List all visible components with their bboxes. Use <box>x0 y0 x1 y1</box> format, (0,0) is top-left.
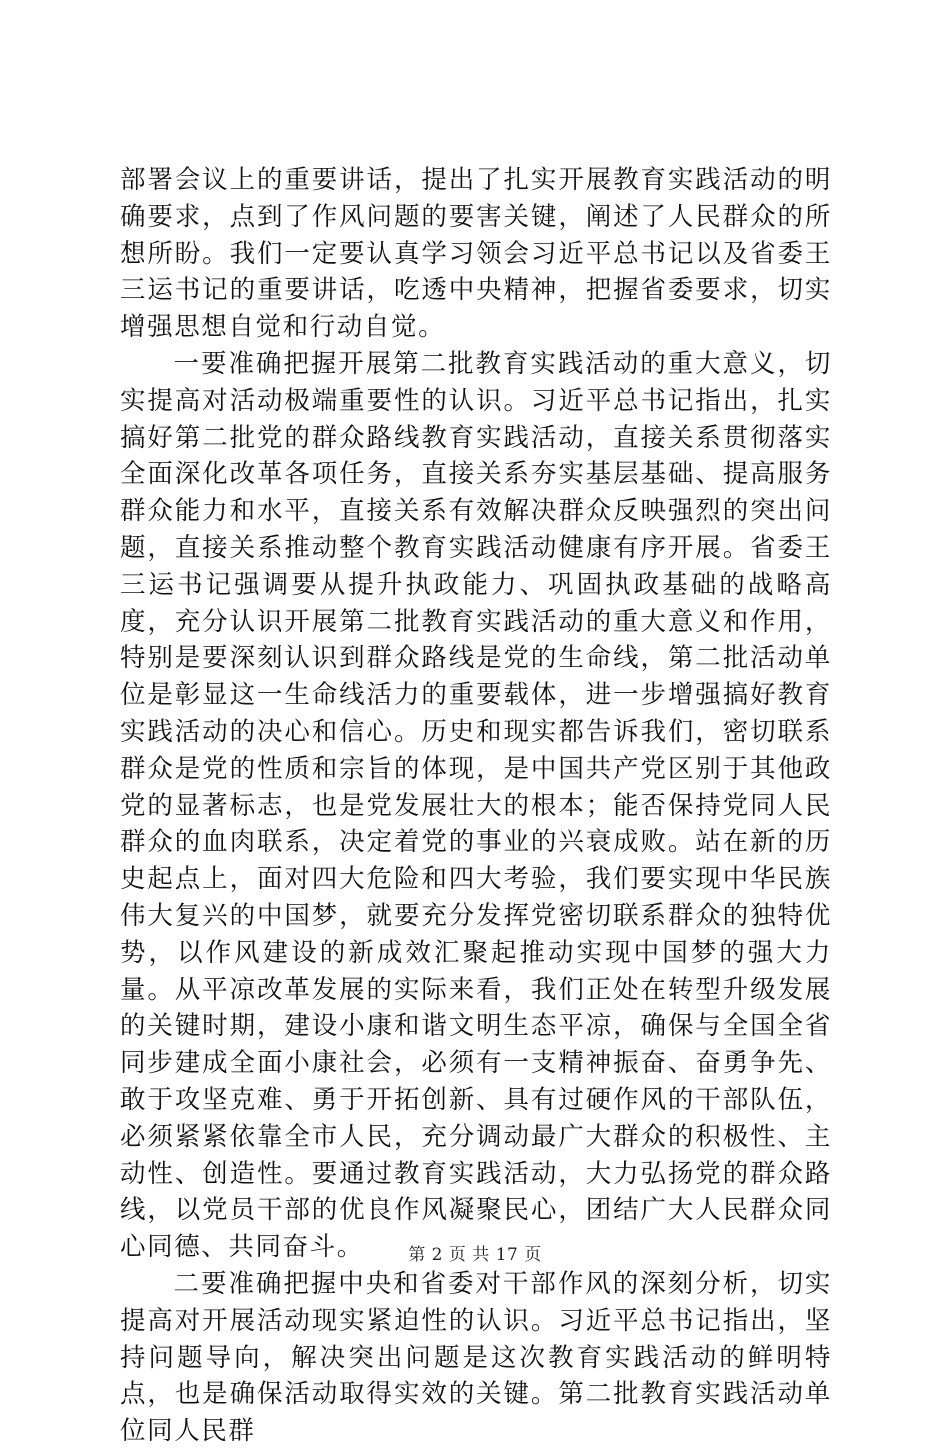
paragraph-point-two: 二要准确把握中央和省委对干部作风的深刻分析，切实提高对开展活动现实紧迫性的认识。习近平总书记指出，坚持问题导向，解决突出问题是这次教育实践活动的鲜明特点，也是确保活动取得实效的关键。第二批教育实践活动单位同人民群 <box>120 1268 832 1447</box>
paragraph-continued: 部署会议上的重要讲话，提出了扎实开展教育实践活动的明确要求，点到了作风问题的要害关键，阐述了人民群众的所想所盼。我们一定要认真学习领会习近平总书记以及省委王三运书记的重要讲话，吃透中央精神，把握省委要求，切实增强思想自觉和行动自觉。 <box>120 165 832 343</box>
page-footer: 第 2 页 共 17 页 <box>408 1245 542 1265</box>
paragraph-point-one: 一要准确把握开展第二批教育实践活动的重大意义，切实提高对活动极端重要性的认识。习近平总书记指出，扎实搞好第二批党的群众路线教育实践活动，直接关系贯彻落实全面深化改革各项任务，直接关系夯实基层基础、提高服务群众能力和水平，直接关系有效解决群众反映强烈的突出问题，直接关系推动整个教育实践活动健康有序开展。省委王三运书记强调要从提升执政能力、巩固执政基础的战略高度，充分认识开展第二批教育实践活动的重大意义和作用，特别是要深刻认识到群众路线是党的生命线，第二批活动单位是彰显这一生命线活力的重要载体，进一步增强搞好教育实践活动的决心和信心。历史和现实都告诉我们，密切联系群众是党的性质和宗旨的体现，是中国共产党区别于其他政党的显著标志，也是党发展壮大的根本；能否保持党同人民群众的血肉联系，决定着党的事业的兴衰成败。站在新的历史起点上，面对四大危险和四大考验，我们要实现中华民族伟大复兴的中国梦，就要充分发挥党密切联系群众的独特优势，以作风建设的新成效汇聚起推动实现中国梦的强大力量。从平凉改革发展的实际来看，我们正处在转型升级发展的关键时期，建设小康和谐文明生态平凉，确保与全国全省同步建成全面小康社会，必须有一支精神振奋、奋勇争先、敢于攻坚克难、勇于开拓创新、具有过硬作风的干部队伍，必须紧紧依靠全市人民，充分调动最广大群众的积极性、主动性、创造性。要通过教育实践活动，大力弘扬党的群众路线，以党员干部的优良作风凝聚民心，团结广大人民群众同心同德、共同奋斗。 <box>120 348 832 1263</box>
